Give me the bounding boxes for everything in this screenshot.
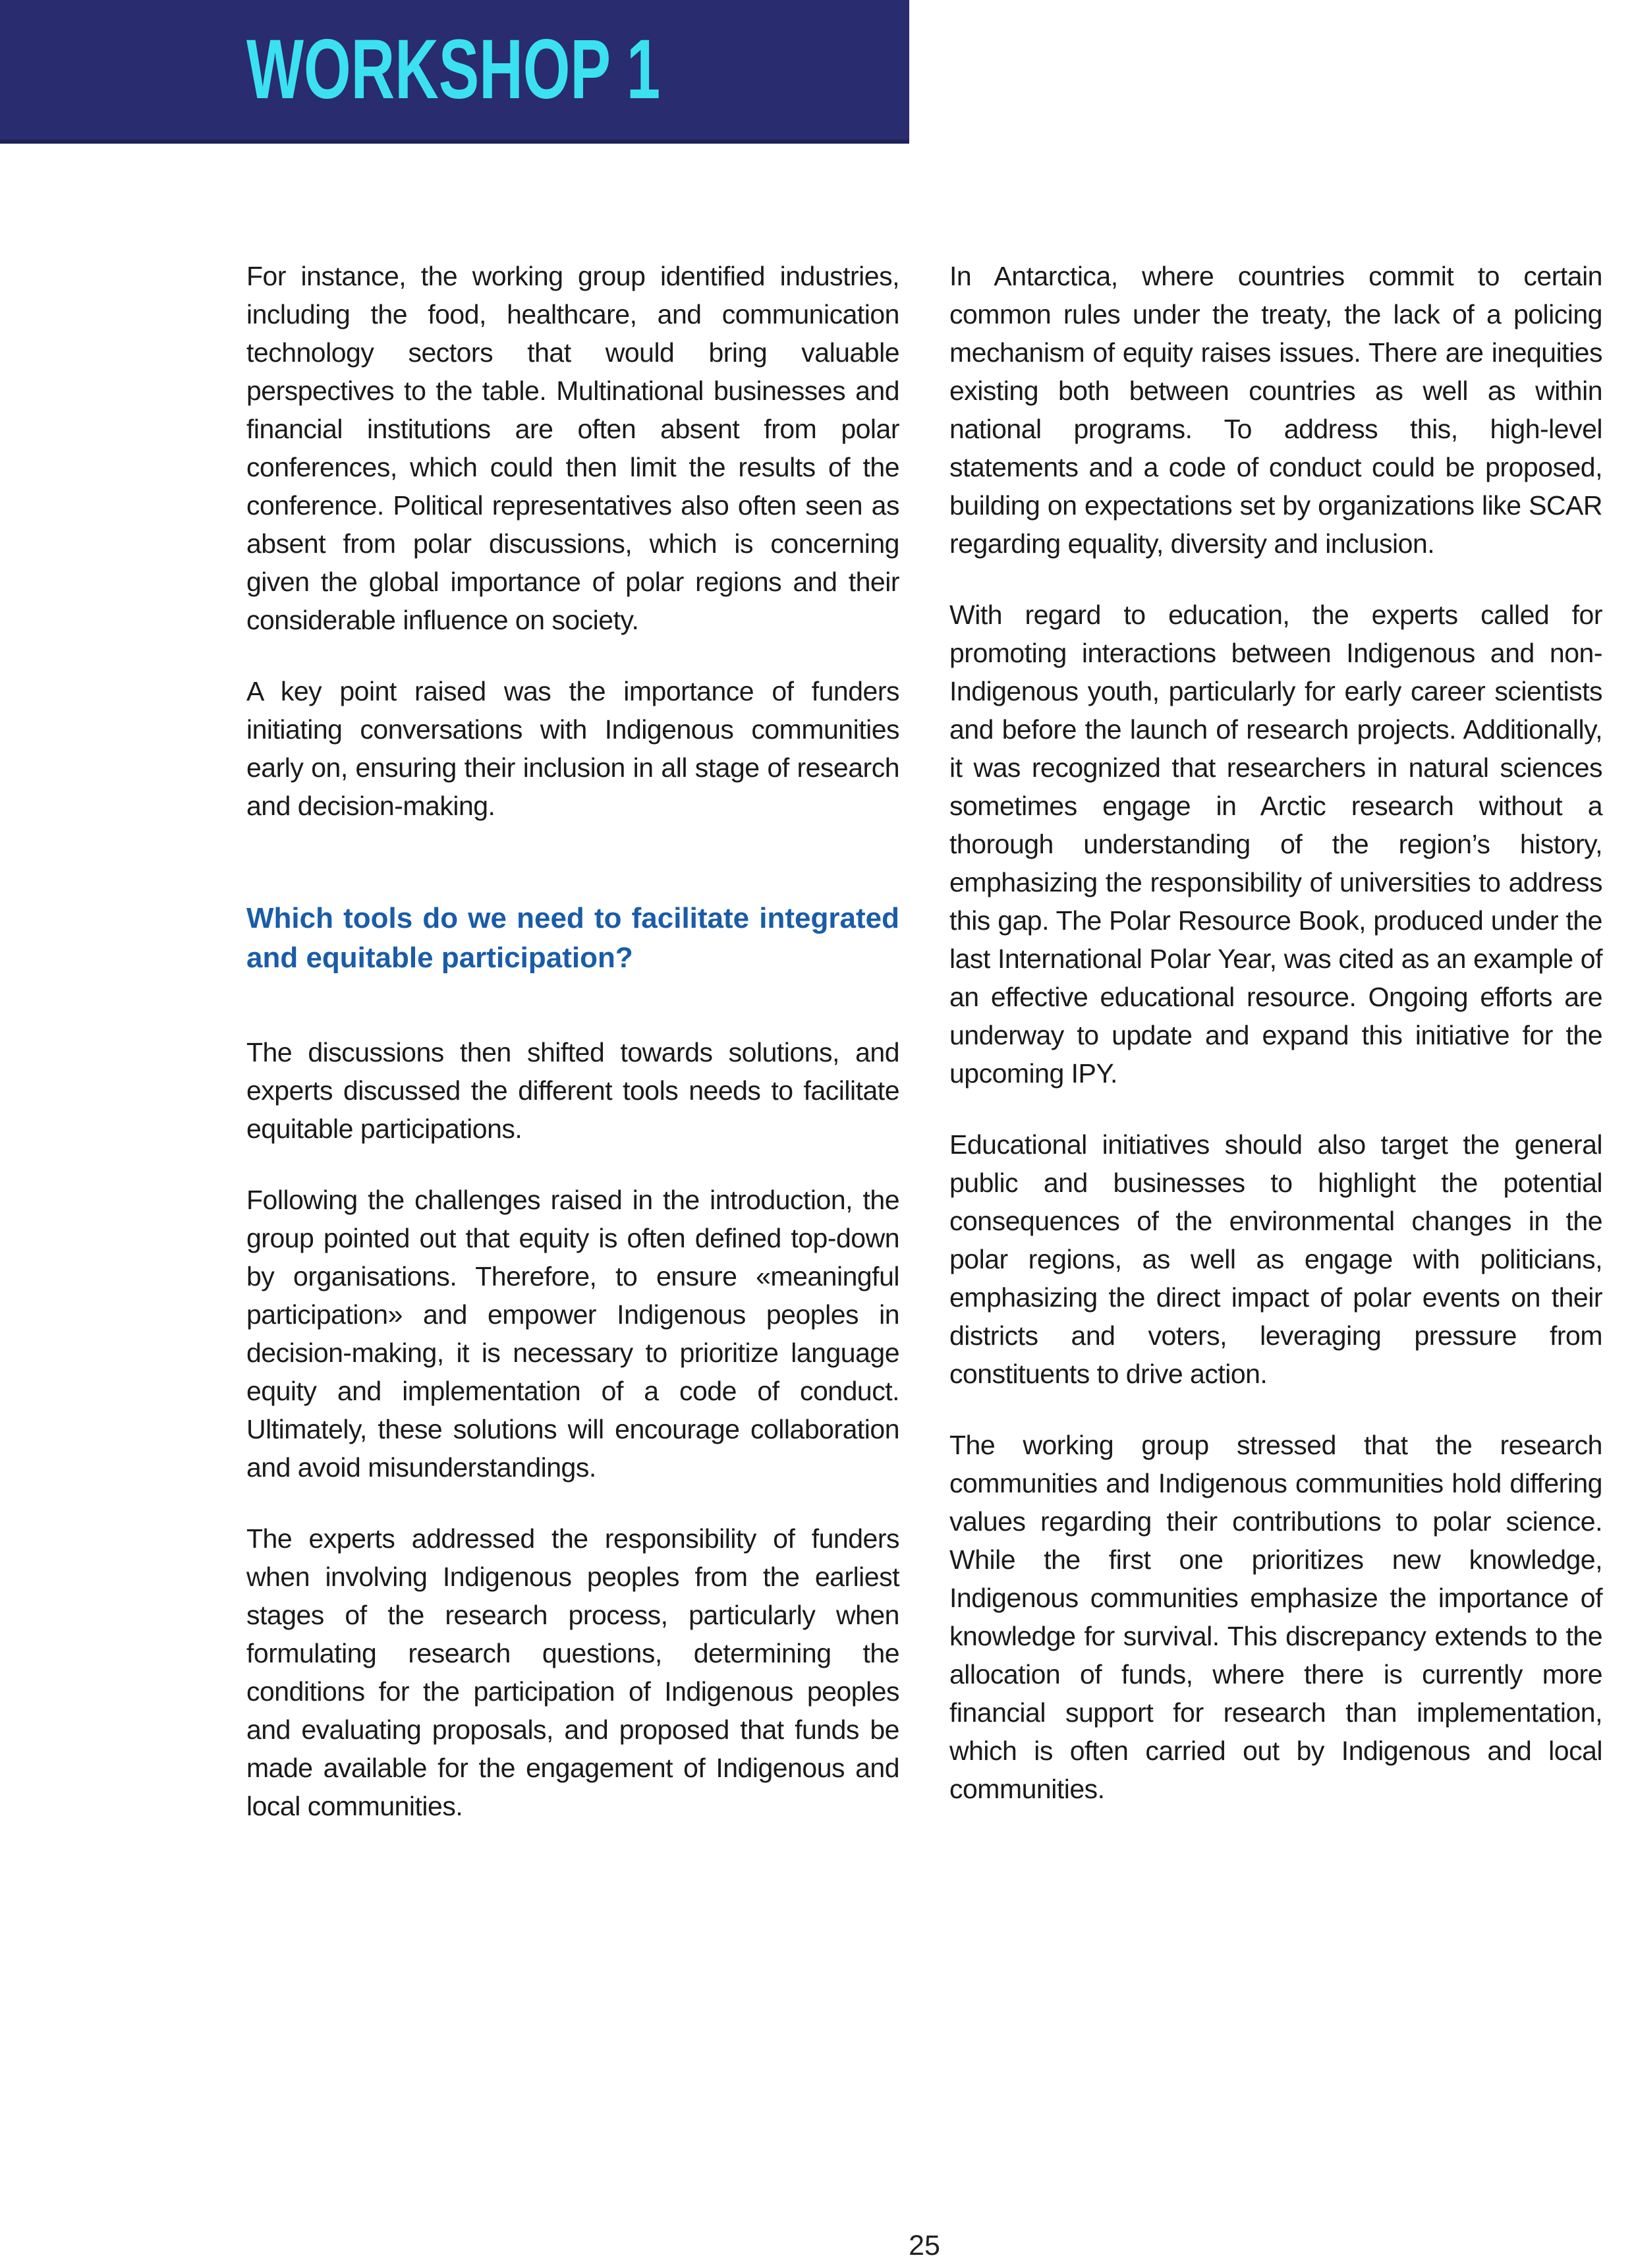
- paragraph: With regard to education, the experts called for promoting interactions between Indigenous and non-Indigenous youth, particularly for early career scientists and before the launch of research projects. Additionally, it was recognized that researchers in natural sciences sometimes engage in Arctic research without a thorough understanding of the region’s history, emphasizing the responsibility of universities to address this gap. The Polar Resource Book, produced under the last International Polar Year, was cited as an example of an effective educational resource. Ongoing efforts are underway to update and expand this initiative for the upcoming IPY.: [949, 600, 1602, 1089]
- right-column: [949, 257, 1602, 1858]
- paragraph: The experts addressed the responsibility of funders when involving Indigenous peoples from the earliest stages of the research process, particularly when formulating research questions, determining the conditions for the participation of Indigenous peoples and evaluating proposals, and proposed that funds be made available for the engagement of Indigenous and local communities.: [246, 1523, 899, 1821]
- paragraph: Following the challenges raised in the introduction, the group pointed out that equity is often defined top-down by organisations. Therefore, to ensure «meaningful participation» and empower Indigenous peoples in decision-making, it is necessary to prioritize language equity and implementation of a code of conduct. Ultimately, these solutions will encourage collaboration and avoid misunderstandings.: [246, 1185, 899, 1483]
- paragraph: The discussions then shifted towards solutions, and experts discussed the different tools needs to facilitate equitable participations.: [246, 1037, 899, 1144]
- paragraph: In Antarctica, where countries commit to certain common rules under the treaty, the lack of a policing mechanism of equity raises issues. There are inequities existing both between countries as well as within national programs. To address this, high-level statements and a code of conduct could be proposed, building on expectations set by organizations like SCAR regarding equality, diversity and inclusion.: [949, 261, 1602, 559]
- page-number: 25: [909, 2230, 940, 2261]
- paragraph: For instance, the working group identified industries, including the food, healthcare, and communication technology sectors that would bring valuable perspectives to the table. Multinational businesses and financial institutions are often absent from polar conferences, which could then limit the results of the conference. Political representatives also often seen as absent from polar discussions, which is concerning given the global importance of polar regions and their considerable influence on society.: [246, 261, 899, 635]
- left-column: [246, 257, 899, 1858]
- paragraph: A key point raised was the importance of funders initiating conversations with Indigenous communities early on, ensuring their inclusion in all stage of research and decision-making.: [246, 676, 899, 821]
- header-band: [0, 0, 909, 144]
- content-area: [246, 257, 1602, 1858]
- page-title: WORKSHOP 1: [246, 22, 661, 117]
- paragraph: Educational initiatives should also target the general public and businesses to highlight the potential consequences of the environmental changes in the polar regions, as well as engage with politicians, emphasizing the direct impact of polar events on their districts and voters, leveraging pressure from constituents to drive action.: [949, 1129, 1602, 1389]
- section-heading: Which tools do we need to facilitate integrated and equitable participation?: [246, 902, 899, 974]
- paragraph: The working group stressed that the research communities and Indigenous communities hold differing values regarding their contributions to polar science. While the first one prioritizes new knowledge, Indigenous communities emphasize the importance of knowledge for survival. This discrepancy extends to the allocation of funds, where there is currently more financial support for research than implementation, which is often carried out by Indigenous and local communities.: [949, 1430, 1602, 1804]
